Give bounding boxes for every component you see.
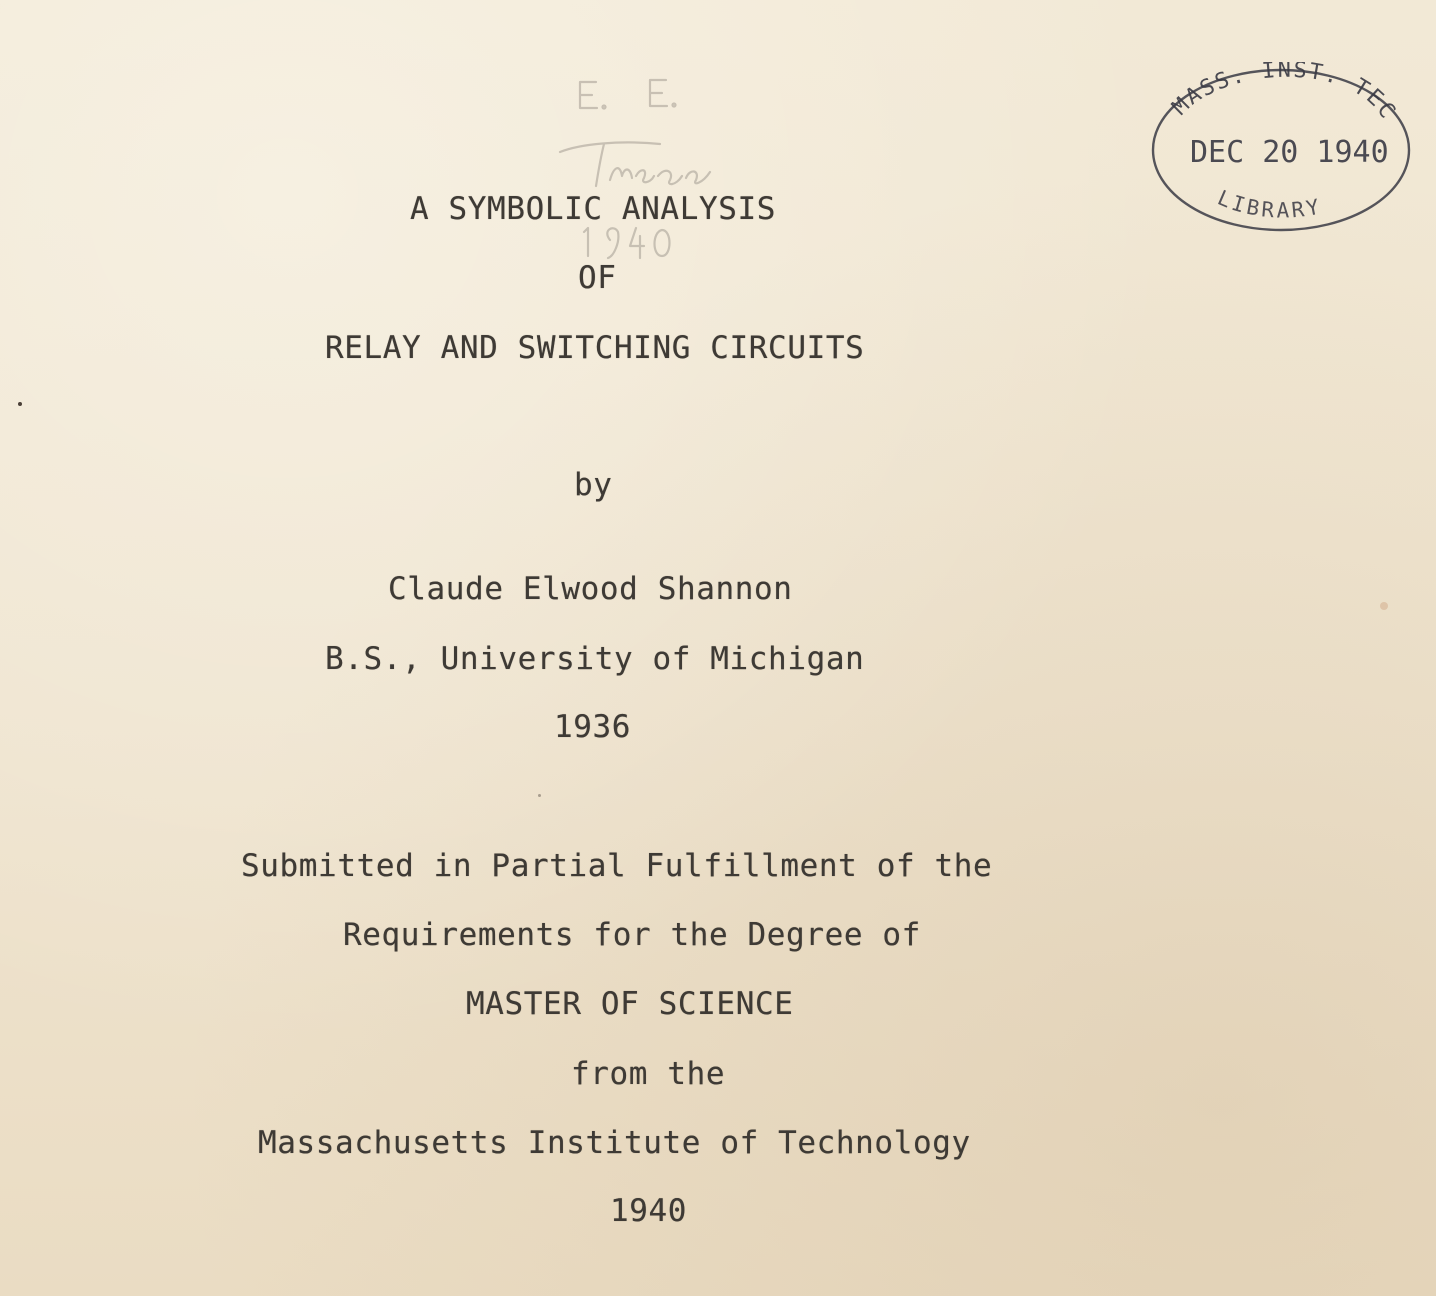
paper-speck	[1380, 602, 1388, 610]
author-degree: B.S., University of Michigan	[325, 641, 865, 677]
thesis-title-line-3: RELAY AND SWITCHING CIRCUITS	[325, 330, 865, 366]
submission-year: 1940	[610, 1193, 688, 1229]
submission-line-2: Requirements for the Degree of	[343, 917, 921, 953]
stamp-date: DEC 20 1940	[1190, 135, 1389, 170]
paper-speck	[18, 402, 22, 406]
submission-line-4: from the	[571, 1056, 726, 1092]
paper-speck	[538, 794, 541, 797]
pencil-notation	[540, 60, 740, 270]
byline: by	[574, 467, 613, 503]
stamp-department: LIBRARY	[1214, 185, 1325, 223]
thesis-title-line-2: OF	[578, 260, 617, 296]
library-stamp	[1148, 62, 1414, 238]
svg-text:MASS. INST. TECH.	[1148, 62, 1401, 125]
degree-name: MASTER OF SCIENCE	[466, 986, 794, 1022]
thesis-title-line-1: A SYMBOLIC ANALYSIS	[410, 191, 777, 227]
author-degree-year: 1936	[554, 709, 632, 745]
author-name: Claude Elwood Shannon	[388, 571, 793, 607]
svg-text:LIBRARY	[1214, 186, 1324, 223]
submission-line-1: Submitted in Partial Fulfillment of the	[241, 848, 993, 884]
stamp-institution: MASS. INST. TEC	[1167, 62, 1401, 125]
institution-name: Massachusetts Institute of Technology	[258, 1125, 971, 1161]
